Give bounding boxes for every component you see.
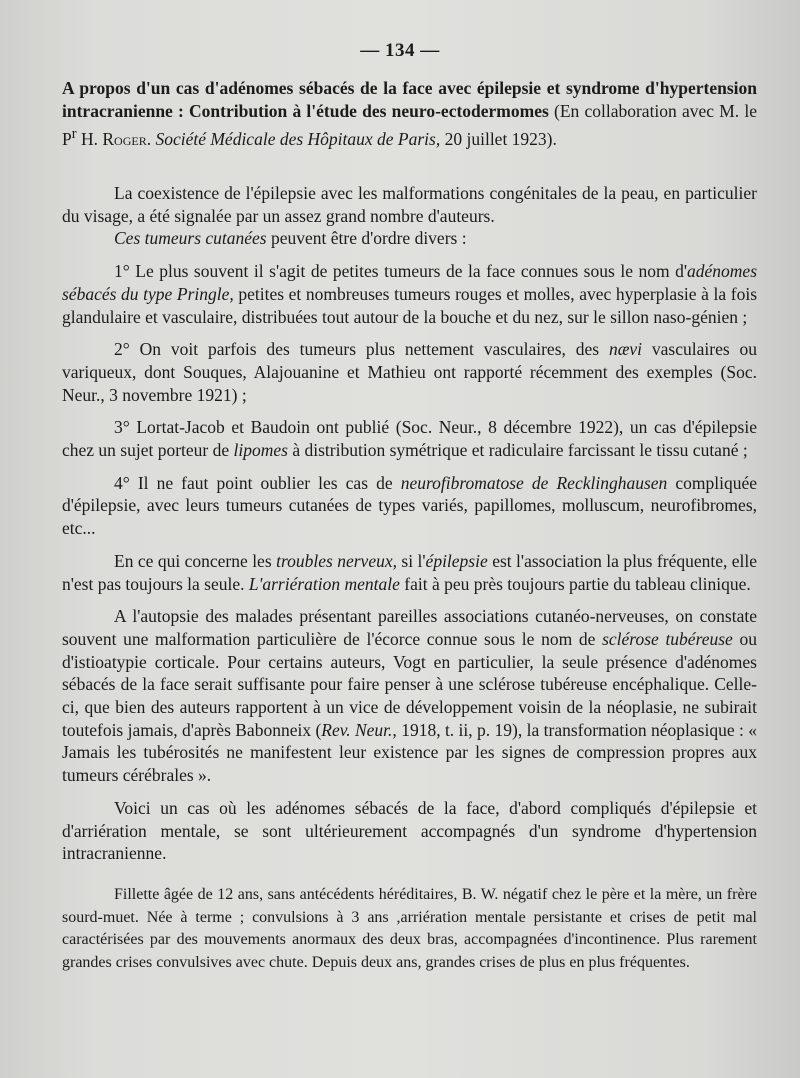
paragraph-text: 1918, t. ii, p. 19), la transformation néoplasique : « Jamais les tubérosités ne manifestent leur existence par les signes de compression propres aux tumeurs cérébrales ».	[62, 719, 757, 786]
paragraph-text: 4° Il ne faut point oublier les cas de	[114, 472, 393, 493]
article-body	[62, 182, 757, 875]
paragraph-text: 1° Le plus souvent il s'agit de petites tumeurs de la face connues sous le nom d'	[114, 261, 688, 282]
paragraph-intro	[62, 182, 757, 227]
emphasis-text: adénomes sébacés du type Pringle,	[62, 261, 757, 304]
paragraph-text: si l'	[401, 550, 426, 571]
paragraph-text: vasculaires ou variqueux, dont Souques, Alajouanine et Mathieu ont rapporté récemment des exemples (Soc. Neur., 3 novembre 1921) ;	[62, 339, 758, 405]
emphasis-text: nævi	[608, 339, 643, 360]
paragraph-nervous-troubles	[62, 550, 757, 595]
paragraph-text: 2° On voit parfois des tumeurs plus nettement vasculaires, des	[114, 339, 600, 360]
paragraph-case-intro	[62, 797, 757, 865]
emphasis-text: Rev. Neur.,	[321, 719, 397, 740]
emphasis-text: Ces tumeurs cutanées	[114, 228, 267, 249]
emphasis-text: neurofibromatose de Recklinghausen	[400, 472, 668, 493]
paragraph-text: compliquée d'épilepsie, avec leurs tumeurs cutanées de types variés, papillomes, molluscum, neurofibromes, etc...	[62, 472, 758, 539]
paragraph-item-1	[62, 260, 757, 328]
coauthor-name: H. Roger.	[80, 128, 152, 149]
paragraph-text: 3° Lortat-Jacob et Baudoin ont publié (Soc. Neur., 8 décembre 1922), un cas d'épilepsie chez un sujet porteur de	[62, 417, 757, 461]
paragraph-text: La coexistence de l'épilepsie avec les malformations congénitales de la peau, en particulier du visage, a été signalée par un assez grand nombre d'auteurs.	[62, 183, 757, 226]
collaboration-note: (En collaboration avec M. le P	[62, 101, 758, 149]
paragraph-text: peuvent être d'ordre divers :	[271, 228, 467, 249]
paragraph-item-2	[62, 338, 757, 406]
emphasis-text: troubles nerveux,	[276, 550, 397, 571]
paragraph-types	[62, 227, 757, 250]
article-title: A propos d'un cas d'adénomes sébacés de la face avec épilepsie et syndrome d'hypertension intracranienne : Contribution à l'étude des neuro-ectodermomes	[62, 78, 757, 121]
paragraph-text: En ce qui concerne les	[114, 550, 272, 571]
emphasis-text: épilepsie	[425, 550, 488, 571]
paragraph-text: fait à peu près toujours partie du tableau clinique.	[404, 573, 751, 594]
paragraph-text: Voici un cas où les adénomes sébacés de la face, d'abord compliqués d'épilepsie et d'arriération mentale, se sont ultérieurement accompagnés d'un syndrome d'hypertension intracranienne.	[62, 797, 757, 864]
publication-reference	[62, 77, 757, 151]
journal-name: Société Médicale des Hôpitaux de Paris,	[155, 128, 441, 149]
case-report-text: Fillette âgée de 12 ans, sans antécédents héréditaires, B. W. négatif chez le père et la mère, un frère sourd-muet. Née à terme ; convulsions à 3 ans ,arriération mentale persistante et crises de petit mal caractérisées par des mouvements anormaux des deux bras, accompagnées d'incontinence. Plus rarement grandes crises convulsives avec chute. Depuis deux ans, grandes crises de plus en plus fréquentes.	[62, 886, 757, 971]
publication-date: 20 juillet 1923).	[444, 128, 557, 149]
paragraph-text: petites et nombreuses tumeurs rouges et molles, avec hyperplasie à la fois glandulaire et vasculaire, distribuées tout autour de la bouche et du nez, sur le sillon naso-génien ;	[62, 283, 758, 327]
paragraph-item-3	[62, 416, 757, 461]
paragraph-text: est l'association la plus fréquente, elle n'est pas toujours la seule.	[62, 550, 758, 594]
emphasis-text: lipomes	[233, 440, 288, 461]
paragraph-text: A l'autopsie des malades présentant pareilles associations cutanéo-nerveuses, on constate souvent une malformation particulière de l'écorce connue sous le nom de	[62, 606, 757, 649]
title-superscript: r	[71, 126, 77, 142]
paragraph-text: ou d'istioatypie corticale. Pour certains auteurs, Vogt en particulier, la seule présence d'adénomes sébacés de la face serait suffisante pour faire penser à une sclérose tubéreuse encéphalique. Celle-ci, que bien des auteurs rapportent à un vice de développement voisin de la néoplasie, ne subirait toutefois jamais, d'après Babonneix (	[62, 628, 757, 740]
paragraph-item-4	[62, 472, 757, 540]
case-report	[62, 884, 757, 974]
emphasis-text: sclérose tubéreuse	[602, 628, 733, 649]
page-number: — 134 —	[360, 40, 440, 61]
paragraph-text: à distribution symétrique et radiculaire farcissant le tissu cutané ;	[292, 440, 748, 461]
paragraph-autopsy	[62, 605, 757, 787]
emphasis-text: L'arriération mentale	[248, 573, 400, 594]
